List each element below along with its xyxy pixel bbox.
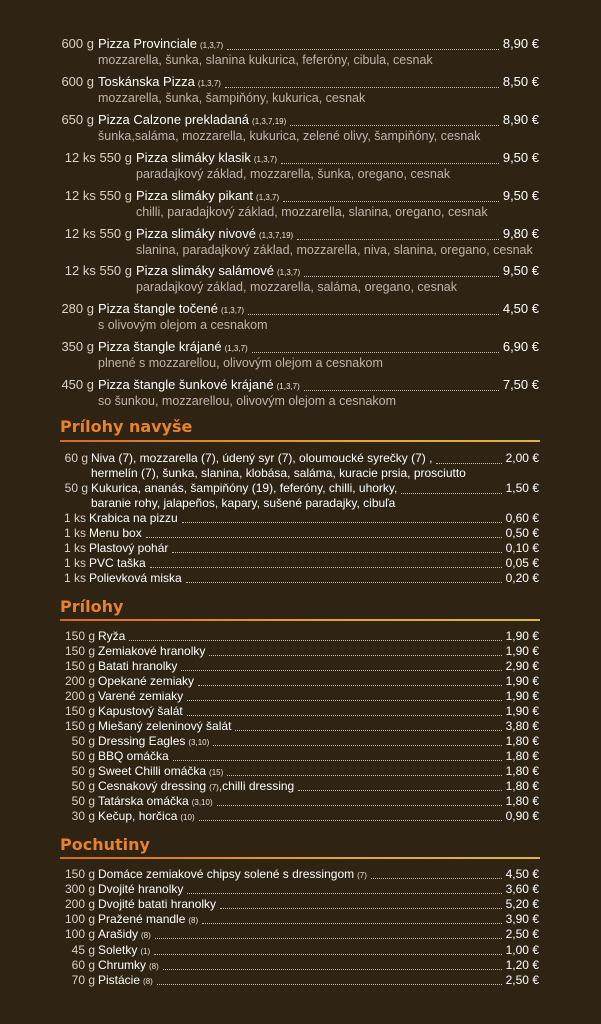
item-name-wrapper [98,719,231,733]
item-name: Sweet Chilli omáčka [98,764,207,778]
item-quantity: 1 ks [63,541,86,556]
dot-leader [297,239,499,240]
item-price: 8,90 € [502,111,539,127]
item-quantity: 350 g [61,339,94,355]
item-name-wrapper [98,659,177,673]
item-name-continued: hermelín (7), šunka, slanina, klobása, saláma, kuracie prsia, prosciutto [91,466,466,480]
item-price: 9,80 € [502,225,539,241]
item-quantity: 12 ks 550 g [64,187,132,203]
item-price: 0,20 € [505,571,539,586]
pizza-item [0,339,601,377]
list-item [0,644,601,659]
pizza-item-header [0,112,601,130]
section-title-pochutiny: Pochutiny [60,835,150,854]
list-item [0,734,601,749]
item-name: Arašidy [98,927,139,942]
item-description: plnené s mozzarellou, olivovým olejom a cesnakom [98,356,383,371]
item-quantity: 600 g [61,36,94,51]
item-name-continued: baranie rohy, jalapeños, kapary, sušené paradajky, cibuľa [91,496,396,510]
item-description: so šunkou, mozzarellou, olivovým olejom a cesnakom [98,394,397,409]
item-name: Dvojité batati hranolky [98,897,217,912]
item-price: 1,90 € [505,644,539,658]
item-name: Dressing Eagles [98,734,186,748]
item-quantity: 30 g [71,809,95,823]
item-price: 0,10 € [505,541,539,556]
item-name: Kapustový šalát [98,704,183,718]
item-price: 1,90 € [505,674,539,688]
list-item [0,927,601,942]
item-price: 1,80 € [505,794,539,808]
section-title-prilohy: Prílohy [60,597,124,616]
dot-leader [217,805,502,806]
list-item [0,912,601,927]
dot-leader [129,640,501,641]
item-name: PVC taška [89,556,146,571]
item-name: Menu box [89,526,142,541]
item-quantity: 100 g [64,912,95,927]
item-price: 1,80 € [505,734,539,748]
pizza-item-header [0,74,601,92]
dot-leader [213,745,501,746]
item-quantity: 200 g [64,897,95,912]
item-name: Plastový pohár [89,541,169,556]
list-item [0,719,601,734]
pizza-item [0,150,601,188]
dot-leader [290,125,499,126]
item-name-wrapper [98,779,294,793]
item-price: 1,00 € [505,942,539,957]
dot-leader [371,878,502,879]
item-description: mozzarella, šunka, slanina kukurica, feferóny, cibula, cesnak [98,53,433,67]
item-name: Pizza štangle točené [98,301,218,317]
item-price: 1,90 € [505,629,539,643]
item-allergens: (1,3,7,19) [258,230,294,240]
item-name: Pražené mandle [98,912,186,927]
pizza-item-header [0,339,601,357]
item-name-wrapper [98,927,151,941]
item-quantity: 300 g [64,882,95,897]
item-quantity: 50 g [71,779,95,793]
section-divider [60,857,540,859]
item-price: 2,90 € [505,659,539,673]
item-quantity: 150 g [64,719,95,733]
item-allergens: (7) [209,783,219,792]
item-price: 6,90 € [502,339,539,355]
list-item [0,958,601,973]
dot-leader [150,567,502,568]
dot-leader [172,552,501,553]
item-allergens: (1,3,7) [256,192,280,202]
list-item [0,526,601,541]
dot-leader [252,352,499,353]
list-item [0,451,601,466]
dot-leader [248,314,499,315]
item-name: Polievková miska [89,571,182,586]
list-item [0,674,601,689]
item-quantity: 50 g [71,794,95,808]
item-name-wrapper [98,112,286,127]
dot-leader [401,493,501,494]
item-quantity: 12 ks 550 g [64,263,132,279]
item-quantity: 50 g [71,734,95,748]
item-name-wrapper [98,704,183,718]
item-name-wrapper [98,912,198,926]
item-name-wrapper [98,301,244,316]
dot-leader [202,923,501,924]
item-name-wrapper [89,556,146,570]
item-price: 9,50 € [502,187,539,203]
dot-leader [304,390,499,391]
item-description: chilli, paradajkový základ, mozzarella, slanina, oregano, cesnak [136,204,488,219]
item-quantity: 12 ks 550 g [64,149,132,165]
item-quantity: 1 ks [63,526,86,541]
pizza-item [0,263,601,301]
item-allergens: (1,3,7) [224,344,248,354]
dot-leader [181,670,501,671]
item-name-wrapper [89,541,168,555]
item-quantity: 150 g [64,644,95,658]
item-name: Varené zemiaky [98,689,184,703]
item-price: 9,50 € [502,263,539,279]
list-item [0,794,601,809]
item-name-wrapper [98,943,150,957]
item-price: 1,20 € [505,957,539,972]
item-name: Toskánska Pizza [98,73,195,89]
item-quantity: 50 g [64,481,88,495]
item-allergens: (7) [357,871,367,880]
item-price: 8,90 € [502,36,539,51]
item-name-wrapper [98,897,216,911]
item-name: Miešaný zeleninový šalát [98,719,232,733]
item-quantity: 280 g [61,301,94,317]
item-name-wrapper [98,74,221,89]
item-name: Pizza Provinciale [98,36,197,51]
item-name: Ryža [98,629,126,643]
pizza-item-header [0,301,601,319]
item-price: 7,50 € [502,377,539,393]
item-description: paradajkový základ, mozzarella, šunka, oregano, cesnak [136,166,451,181]
pizza-item [0,36,601,74]
item-price: 1,80 € [505,749,539,763]
item-price: 3,90 € [505,912,539,927]
item-price: 1,50 € [505,481,539,495]
item-name-wrapper [89,526,142,540]
item-name-wrapper [98,644,205,658]
item-name: Pizza štangle šunkové krájané [98,377,274,393]
item-allergens: (8) [188,916,199,926]
item-name: Cesnakový dressing [98,779,207,793]
dot-leader [198,685,502,686]
dot-leader [163,969,502,970]
item-quantity: 70 g [71,972,95,987]
dot-leader [173,760,502,761]
item-price: 0,05 € [505,556,539,571]
list-item [0,571,601,586]
item-allergens: (8) [143,976,153,986]
item-description: s olivovým olejom a cesnakom [98,318,268,333]
item-description: mozzarella, šunka, šampiňóny, kukurica, cesnak [98,90,366,105]
item-price: 1,80 € [505,779,539,793]
item-description: šunka,saláma, mozzarella, kukurica, zelené olivy, šampiňóny, cesnak [98,128,481,143]
item-name-wrapper [98,973,153,987]
item-name-wrapper [98,36,223,51]
item-name: Pizza štangle krájané [98,339,222,355]
item-quantity: 600 g [61,73,94,89]
dot-leader [283,201,499,202]
pizza-item-header [0,188,601,206]
item-allergens: (1,3,7) [220,306,245,316]
item-quantity: 150 g [64,659,95,673]
list-item [0,511,601,526]
item-name-wrapper [98,749,169,763]
item-price: 1,80 € [505,764,539,778]
item-quantity: 150 g [64,629,95,643]
item-allergens: (3,10) [191,798,213,807]
item-name-wrapper [98,794,213,808]
pizza-item-header [0,150,601,168]
item-name-wrapper [98,958,159,972]
item-quantity: 12 ks 550 g [64,225,132,241]
item-quantity: 45 g [71,942,95,957]
dot-leader [281,163,499,164]
item-quantity: 1 ks [63,511,86,525]
item-name: Soletky [98,942,138,957]
pizza-item-header [0,36,601,54]
pizza-item [0,74,601,112]
item-name: Batati hranolky [98,659,178,673]
item-allergens: (1,3,7) [277,268,301,278]
item-name: Kečup, horčica [98,809,178,823]
item-price: 4,50 € [505,867,539,881]
item-name-wrapper [136,226,293,241]
item-allergens: (8) [141,931,151,941]
section-divider [60,619,540,621]
item-quantity: 200 g [64,674,95,688]
item-price: 8,50 € [502,73,539,89]
item-name-wrapper [98,734,209,748]
list-item [0,704,601,719]
item-quantity: 100 g [64,927,95,942]
item-name: Zemiakové hranolky [98,644,206,658]
item-price: 2,50 € [505,927,539,942]
dot-leader [157,984,502,985]
item-name-wrapper [98,764,223,778]
item-quantity: 650 g [61,111,94,127]
item-name: Pistácie [98,972,141,987]
item-quantity: 450 g [61,377,94,393]
pizza-item-header [0,377,601,395]
list-item [0,629,601,644]
item-name-wrapper [89,511,178,525]
item-allergens: (1) [140,946,151,956]
item-name: Pizza slimáky pikant [136,187,254,203]
section-title-prilohy-navyse: Prílohy navyše [60,417,193,436]
item-price: 2,00 € [505,451,539,465]
list-item [0,556,601,571]
dot-leader [436,463,501,464]
item-name: Pizza slimáky klasik [136,149,251,165]
item-name: Kukurica, ananás, šampiňóny (19), feferóny, chilli, uhorky, [91,481,398,495]
pizza-item-header [0,263,601,281]
item-name-wrapper [136,150,277,165]
dot-leader [199,820,502,821]
item-name-wrapper [98,339,248,354]
item-name: Pizza slimáky salámové [136,263,274,279]
list-item [0,779,601,794]
item-name: Opekané zemiaky [98,674,195,688]
list-item [0,867,601,882]
item-name-wrapper [136,188,279,203]
dot-leader [182,522,502,523]
section-divider [60,440,540,442]
dot-leader [186,582,502,583]
item-name-wrapper [98,809,195,823]
item-price: 4,50 € [502,301,539,317]
list-item [0,809,601,824]
dot-leader [187,893,501,894]
item-price: 1,90 € [505,704,539,718]
item-quantity: 150 g [64,867,95,881]
item-allergens: (1,3,7,19) [252,116,287,126]
list-item [0,897,601,912]
item-name-wrapper [98,882,183,896]
pizza-item [0,112,601,150]
item-name: BBQ omáčka [98,749,169,763]
list-item [0,973,601,988]
item-name: Pizza slimáky nivové [136,225,256,241]
pizza-item [0,226,601,264]
item-name-wrapper [98,689,183,703]
item-price: 2,50 € [505,972,539,987]
item-name-wrapper [89,571,182,585]
list-item [0,689,601,704]
item-name: Chrumky [98,957,147,972]
dot-leader [227,49,499,50]
item-description: slanina, paradajkový základ, mozzarella, niva, slanina, oregano, cesnak [136,242,533,257]
pizza-item [0,301,601,339]
item-price: 1,90 € [505,689,539,703]
list-item [0,943,601,958]
item-price: 5,20 € [505,897,539,912]
item-quantity: 50 g [71,749,95,763]
item-price: 3,80 € [505,719,539,733]
dot-leader [220,908,502,909]
item-allergens: (8) [149,961,159,971]
item-name-wrapper [136,263,300,278]
item-name-extra: ,chilli dressing [218,779,295,793]
list-item [0,481,601,496]
item-name: Niva (7), mozzarella (7), údený syr (7), oloumoucké syrečky (7) , [91,451,433,465]
item-quantity: 60 g [64,451,88,465]
item-quantity: 50 g [71,764,95,778]
item-price: 0,90 € [505,809,539,823]
dot-leader [154,954,501,955]
item-quantity: 1 ks [63,571,86,586]
item-allergens: (1,3,7) [197,78,221,88]
item-price: 9,50 € [502,149,539,165]
dot-leader [298,790,501,791]
dot-leader [235,730,501,731]
item-price: 0,50 € [505,526,539,541]
list-item [0,764,601,779]
item-quantity: 60 g [71,957,95,972]
list-item [0,749,601,764]
pizza-item-header [0,226,601,244]
item-allergens: (3,10) [188,738,210,747]
item-price: 3,60 € [505,882,539,897]
item-description: paradajkový základ, mozzarella, saláma, oregano, cesnak [136,280,458,295]
dot-leader [146,537,502,538]
pizza-item [0,377,601,415]
item-quantity: 150 g [64,704,95,718]
item-name-wrapper [98,629,125,643]
item-allergens: (1,3,7) [253,154,277,164]
dot-leader [155,938,502,939]
item-quantity: 200 g [64,689,95,703]
item-name-wrapper [98,867,367,881]
item-name-wrapper [98,377,300,392]
item-allergens: (1,3,7) [200,41,224,50]
item-allergens: (15) [209,768,224,777]
item-allergens: (1,3,7) [276,382,300,392]
list-item [0,541,601,556]
dot-leader [304,276,499,277]
dot-leader [187,715,502,716]
item-name: Pizza Calzone prekladaná [98,111,250,127]
list-item [0,882,601,897]
item-price: 0,60 € [505,511,539,525]
pizza-item [0,188,601,226]
item-name: Krabica na pizzu [89,511,178,525]
item-quantity: 1 ks [63,556,86,571]
item-name: Domáce zemiakové chipsy solené s dressingom [98,867,355,881]
dot-leader [187,700,501,701]
dot-leader [225,87,499,88]
item-allergens: (10) [180,813,195,822]
dot-leader [227,775,501,776]
item-name: Tatárska omáčka [98,794,189,808]
item-name: Dvojité hranolky [98,882,184,897]
dot-leader [209,655,501,656]
list-item [0,659,601,674]
item-name-wrapper [98,674,194,688]
